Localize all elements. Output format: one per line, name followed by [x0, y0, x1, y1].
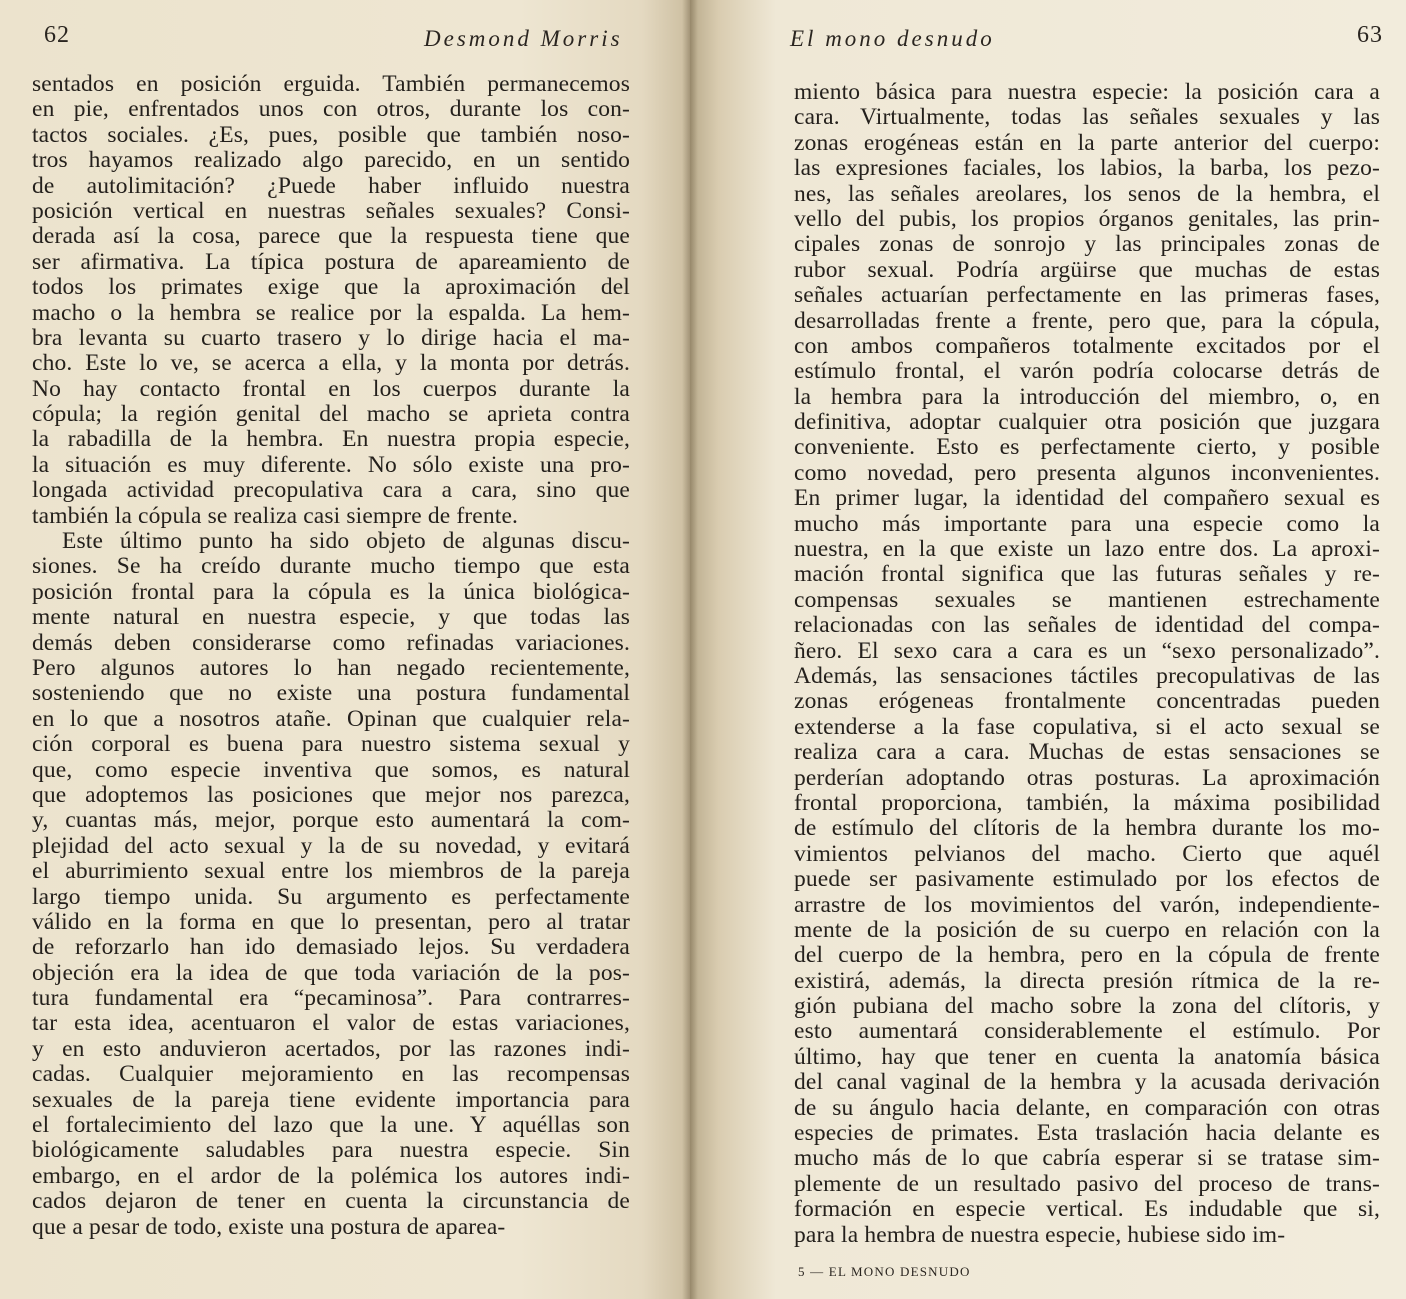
text-line: cados dejaron de tener en cuenta la circunstancia de	[32, 1188, 630, 1215]
text-line: y en esto anduvieron acertados, por las razones indi-	[32, 1035, 630, 1062]
text-line: definitiva, adoptar cualquier otra posición que juzgara	[794, 409, 1380, 436]
right-body-text	[794, 80, 1380, 1248]
text-line: Además, las sensaciones táctiles precopulativas de las	[794, 662, 1380, 689]
text-line: de autolimitación? ¿Puede haber influido nuestra	[32, 172, 630, 199]
text-line: demás deben considerarse como refinadas variaciones.	[32, 629, 630, 656]
text-line: la rabadilla de la hembra. En nuestra propia especie,	[32, 426, 630, 453]
text-line: arrastre de los movimientos del varón, independiente-	[794, 891, 1380, 918]
text-line: y, cuantas más, mejor, porque esto aumentará la com-	[32, 807, 630, 834]
text-line: Este último punto ha sido objeto de algunas discu-	[62, 528, 630, 555]
right-page-number: 63	[1357, 22, 1383, 48]
text-line: vello del pubis, los propios órganos genitales, las prin-	[794, 205, 1380, 232]
text-line: zonas erogéneas están en la parte anterior del cuerpo:	[794, 129, 1380, 156]
text-line: de reforzarlo han ido demasiado lejos. Su verdadera	[32, 934, 630, 961]
text-line: sentados en posición erguida. También permanecemos	[32, 71, 630, 97]
text-line: siones. Se ha creído durante mucho tiempo que esta	[32, 553, 630, 580]
text-line: mucho más importante para una especie como la	[794, 510, 1380, 537]
text-line: embargo, en el ardor de la polémica los autores indi-	[32, 1162, 630, 1189]
text-line: con ambos compañeros totalmente excitados por el	[794, 332, 1380, 359]
text-line: macho o la hembra se realice por la espalda. La hem-	[32, 299, 630, 326]
text-line: formación en especie vertical. Es indudable que si,	[794, 1196, 1380, 1223]
text-line: gión pubiana del macho sobre la zona del clítoris, y	[794, 993, 1380, 1020]
text-line: biológicamente saludables para nuestra especie. Sin	[32, 1137, 630, 1164]
text-line: extenderse a la fase copulativa, si el acto sexual se	[794, 713, 1380, 740]
text-line: tar esta idea, acentuaron el valor de estas variaciones,	[32, 1010, 630, 1037]
text-line: de su ángulo hacia delante, en comparación con otras	[794, 1094, 1380, 1121]
text-line: largo tiempo unida. Su argumento es perfectamente	[32, 883, 630, 910]
text-line: posición frontal para la cópula es la única biológica-	[32, 578, 630, 605]
text-line: el fortalecimiento del lazo que la une. Y aquéllas son	[32, 1112, 630, 1139]
text-line: puede ser pasivamente estimulado por los efectos de	[794, 866, 1380, 893]
left-page-number: 62	[44, 22, 70, 48]
text-line: también la cópula se realiza casi siempre de frente.	[32, 502, 519, 529]
text-line: para la hembra de nuestra especie, hubiese sido im-	[794, 1221, 1286, 1248]
text-line: longada actividad precopulativa cara a cara, sino que	[32, 477, 630, 504]
text-line: realiza cara a cara. Muchas de estas sensaciones se	[794, 739, 1380, 766]
left-body-text	[32, 72, 630, 1240]
text-line: sosteniendo que no existe una postura fundamental	[32, 680, 630, 707]
text-line: ñero. El sexo cara a cara es un “sexo personalizado”.	[794, 637, 1380, 664]
text-line: tros hayamos realizado algo parecido, en un sentido	[32, 147, 630, 174]
text-line: cipales zonas de sonrojo y las principales zonas de	[794, 231, 1380, 258]
text-line: zonas erógeneas frontalmente concentradas pueden	[794, 688, 1380, 715]
text-line: como novedad, pero presenta algunos inconvenientes.	[794, 459, 1380, 486]
text-line: derada así la cosa, parece que la respuesta tiene que	[32, 223, 630, 250]
text-line: ser afirmativa. La típica postura de apareamiento de	[32, 248, 630, 275]
text-line: nes, las señales areolares, los senos de la hembra, el	[794, 180, 1380, 207]
text-line: en lo que a nosotros atañe. Opinan que cualquier rela-	[32, 705, 630, 732]
text-line: mucho más de lo que cabría esperar si se tratase sim-	[794, 1145, 1380, 1172]
text-line: plemente de un resultado pasivo del proceso de trans-	[794, 1170, 1380, 1197]
text-line: señales actuarían perfectamente en las primeras fases,	[794, 282, 1380, 309]
text-line: objeción era la idea de que toda variación de la pos-	[32, 959, 630, 986]
book-gutter	[682, 0, 698, 1299]
text-line: de estímulo del clítoris de la hembra durante los mo-	[794, 815, 1380, 842]
text-line: especies de primates. Esta traslación hacia delante es	[794, 1120, 1380, 1147]
right-running-head: El mono desnudo	[790, 26, 995, 51]
text-line: mente de la posición de su cuerpo en relación con la	[794, 916, 1380, 943]
text-line: relacionadas con las señales de identidad del compa-	[794, 612, 1380, 639]
text-line: esto aumentará considerablemente el estímulo. Por	[794, 1018, 1380, 1045]
text-line: desarrolladas frente a frente, pero que, para la cópula,	[794, 307, 1380, 334]
text-line: No hay contacto frontal en los cuerpos durante la	[32, 375, 630, 402]
text-line: que adoptemos las posiciones que mejor nos parezca,	[32, 781, 630, 808]
text-line: del canal vaginal de la hembra y la acusada derivación	[794, 1069, 1380, 1096]
text-line: posición vertical en nuestras señales sexuales? Consi-	[32, 197, 630, 224]
text-line: estímulo frontal, el varón podría colocarse detrás de	[794, 358, 1380, 385]
text-line: cópula; la región genital del macho se aprieta contra	[32, 401, 630, 428]
text-line: el aburrimiento sexual entre los miembros de la pareja	[32, 858, 630, 885]
text-line: mente natural en nuestra especie, y que todas las	[32, 604, 630, 631]
text-line: plejidad del acto sexual y la de su novedad, y evitará	[32, 832, 630, 859]
text-line: vimientos pelvianos del macho. Cierto que aquél	[794, 840, 1380, 867]
text-line: frontal proporciona, también, la máxima posibilidad	[794, 789, 1380, 816]
text-line: último, hay que tener en cuenta la anatomía básica	[794, 1043, 1380, 1070]
right-page	[690, 0, 1406, 1299]
left-running-head: Desmond Morris	[424, 26, 623, 51]
text-line: cho. Este lo ve, se acerca a ella, y la monta por detrás.	[32, 350, 630, 377]
signature-footer: 5 — EL MONO DESNUDO	[798, 1264, 971, 1279]
text-line: rubor sexual. Podría argüirse que muchas de estas	[794, 256, 1380, 283]
text-line: la situación es muy diferente. No sólo existe una pro-	[32, 451, 630, 478]
text-line: tura fundamental era “pecaminosa”. Para contrarres-	[32, 985, 630, 1012]
text-line: cara. Virtualmente, todas las señales sexuales y las	[794, 104, 1380, 131]
text-line: las expresiones faciales, los labios, la barba, los pezo-	[794, 155, 1380, 182]
text-line: tactos sociales. ¿Es, pues, posible que también noso-	[32, 121, 630, 148]
text-line: mación frontal significa que las futuras señales y re-	[794, 561, 1380, 588]
text-line: que a pesar de todo, existe una postura de aparea-	[32, 1213, 506, 1240]
text-line: bra levanta su cuarto trasero y lo dirige hacia el ma-	[32, 324, 630, 351]
text-line: cadas. Cualquier mejoramiento en las recompensas	[32, 1061, 630, 1088]
text-line: la hembra para la introducción del miembro, o, en	[794, 383, 1380, 410]
left-page	[0, 0, 690, 1299]
text-line: del cuerpo de la hembra, pero en la cópula de frente	[794, 942, 1380, 969]
text-line: miento básica para nuestra especie: la posición cara a	[794, 79, 1380, 105]
text-line: existirá, además, la directa presión rítmica de la re-	[794, 967, 1380, 994]
text-line: conveniente. Esto es perfectamente cierto, y posible	[794, 434, 1380, 461]
text-line: sexuales de la pareja tiene evidente importancia para	[32, 1086, 630, 1113]
text-line: ción corporal es buena para nuestro sistema sexual y	[32, 731, 630, 758]
text-line: perderían adoptando otras posturas. La aproximación	[794, 764, 1380, 791]
text-line: nuestra, en la que existe un lazo entre dos. La aproxi-	[794, 536, 1380, 563]
text-line: En primer lugar, la identidad del compañero sexual es	[794, 485, 1380, 512]
text-line: compensas sexuales se mantienen estrechamente	[794, 586, 1380, 613]
text-line: que, como especie inventiva que somos, es natural	[32, 756, 630, 783]
text-line: Pero algunos autores lo han negado recientemente,	[32, 654, 630, 681]
text-line: todos los primates exige que la aproximación del	[32, 274, 630, 301]
text-line: válido en la forma en que lo presentan, pero al tratar	[32, 908, 630, 935]
text-line: en pie, enfrentados unos con otros, durante los con-	[32, 96, 630, 123]
